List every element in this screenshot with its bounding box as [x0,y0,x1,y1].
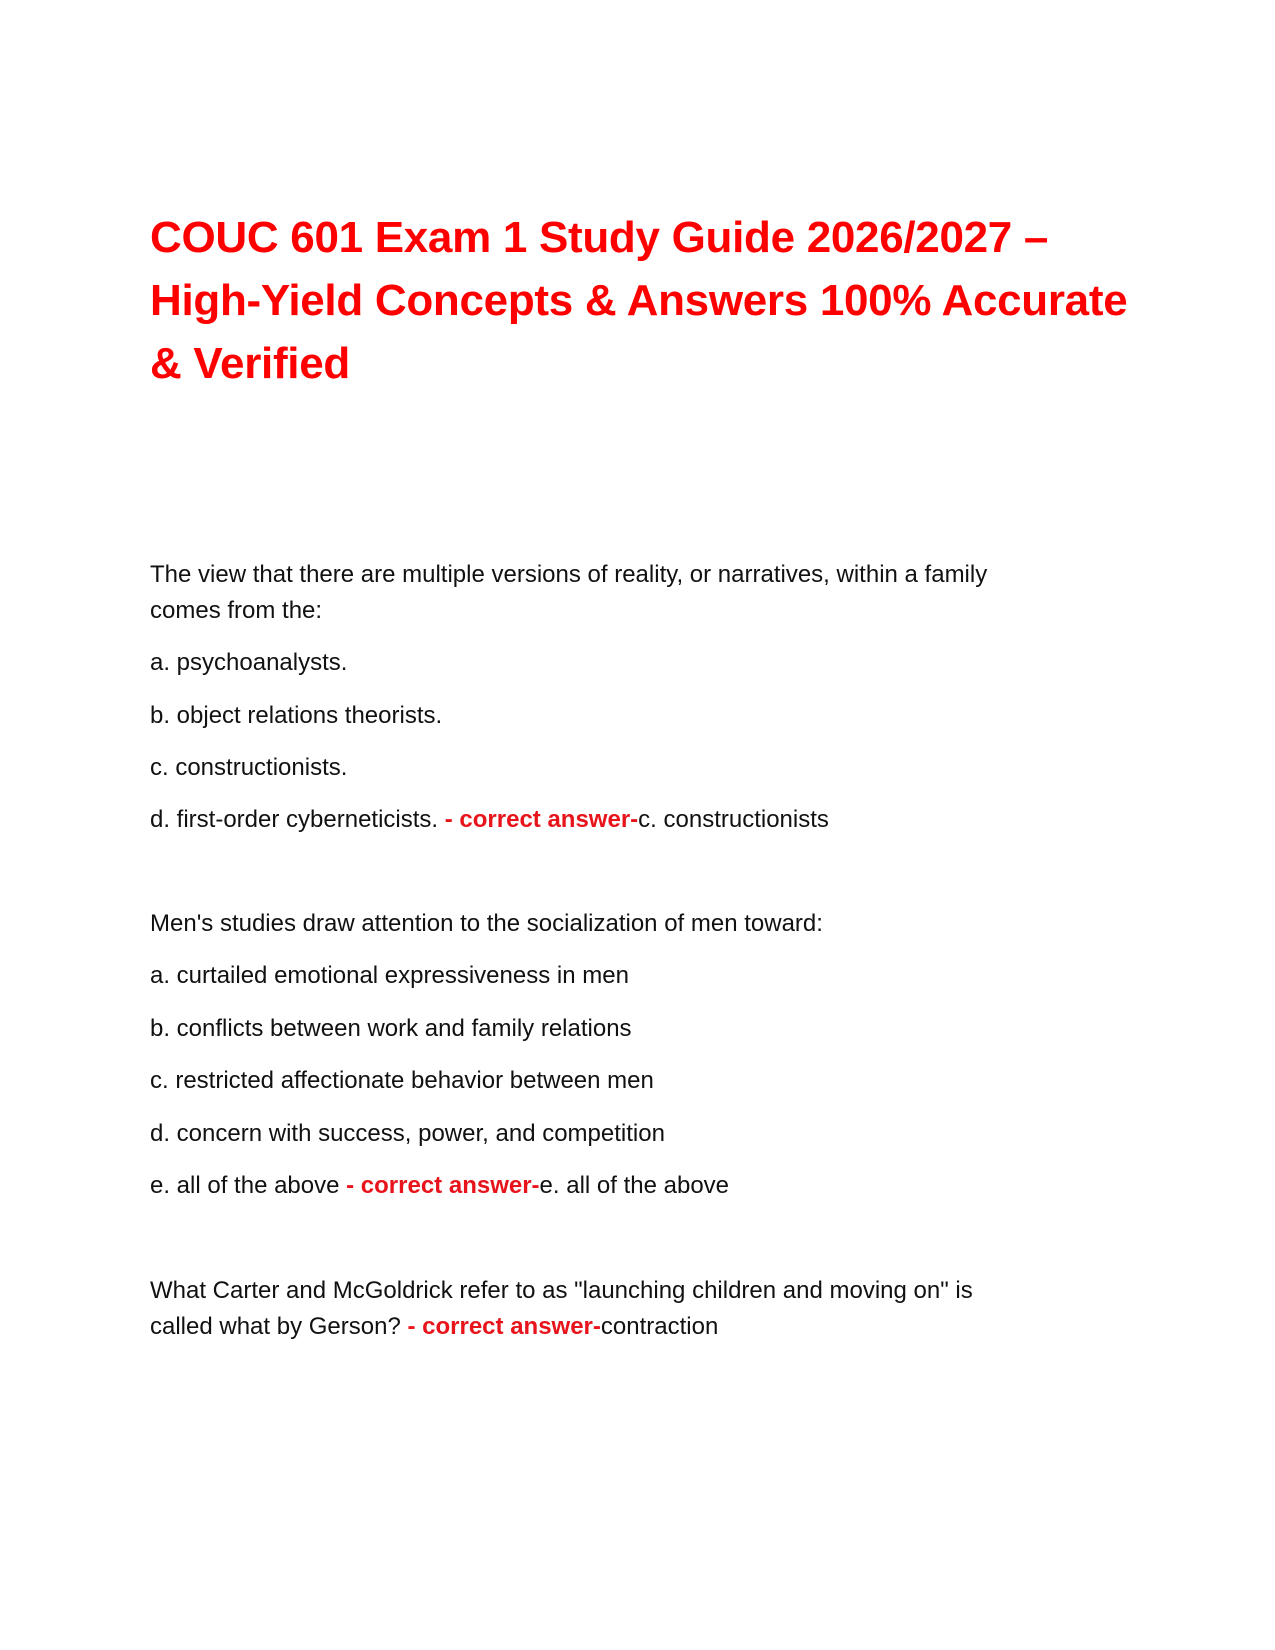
question-1-option-c: c. constructionists. [150,754,348,781]
question-3-stem-line-2-with-answer [150,1309,718,1345]
question-3-stem-line-2: called what by Gerson? [150,1313,408,1340]
question-2-option-d: d. concern with success, power, and competition [150,1120,665,1147]
question-1-option-b: b. object relations theorists. [150,702,443,729]
title-line-2: High-Yield Concepts & Answers 100% Accurate [150,276,1128,325]
correct-answer-marker: - correct answer- [346,1172,540,1199]
question-2-option-a: a. curtailed emotional expressiveness in men [150,962,629,989]
title-line-1: COUC 601 Exam 1 Study Guide 2026/2027 – [150,213,1049,262]
question-2-option-b: b. conflicts between work and family relations [150,1015,632,1042]
title-line-3: & Verified [150,339,350,388]
question-1-answer: c. constructionists [638,806,829,833]
question-2-option-e: e. all of the above [150,1172,347,1199]
question-3-answer: contraction [600,1313,719,1340]
question-1-option-d: d. first-order cyberneticists. [150,806,445,833]
question-2-option-c: c. restricted affectionate behavior between men [150,1067,654,1094]
question-2-stem: Men's studies draw attention to the socialization of men toward: [150,910,823,937]
question-1-option-d-with-answer [150,802,829,838]
document-title [150,206,1140,395]
question-1-stem-line-1: The view that there are multiple versions of reality, or narratives, within a family [150,561,988,588]
question-2-option-e-with-answer [150,1168,729,1204]
correct-answer-marker: - correct answer- [407,1313,601,1340]
question-3-stem-line-1: What Carter and McGoldrick refer to as "launching children and moving on" is [150,1277,973,1304]
correct-answer-marker: - correct answer- [444,806,639,833]
question-2-answer: e. all of the above [539,1172,730,1199]
question-1-stem-line-2: comes from the: [150,597,323,624]
question-1-option-a: a. psychoanalysts. [150,649,348,676]
